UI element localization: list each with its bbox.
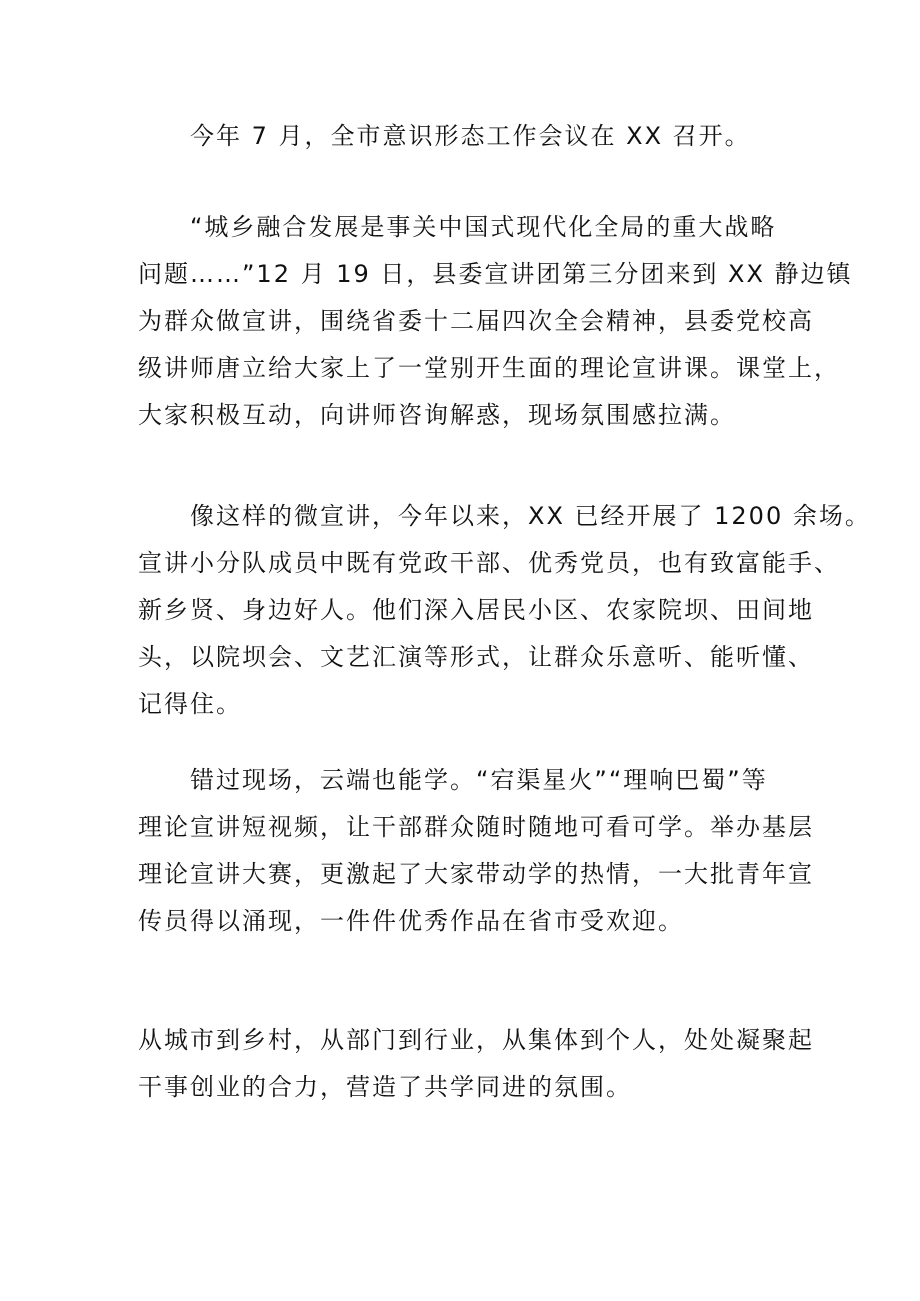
paragraph-micro-lectures xyxy=(138,493,871,728)
text-line: 传员得以涌现，一件件优秀作品在省市受欢迎。 xyxy=(138,907,684,935)
text-line: 像这样的微宣讲，今年以来，XX 已经开展了 1200 余场。 xyxy=(190,502,871,530)
text-line: 理论宣讲短视频，让干部群众随时随地可看可学。举办基层 xyxy=(138,813,814,841)
text-line: 级讲师唐立给大家上了一堂别开生面的理论宣讲课。课堂上， xyxy=(138,354,840,382)
text-line: 错过现场，云端也能学。“宕渠星火”“理响巴蜀”等 xyxy=(190,766,768,794)
text-line: 理论宣讲大赛，更激起了大家带动学的热情，一大批青年宣 xyxy=(138,860,814,888)
text-line: 记得住。 xyxy=(138,690,242,718)
text-line: 为群众做宣讲，围绕省委十二届四次全会精神，县委党校高 xyxy=(138,307,814,335)
paragraph-lecture xyxy=(138,204,853,439)
text-line: 今年 7 月，全市意识形态工作会议在 XX 召开。 xyxy=(190,122,751,150)
text-line: 宣讲小分队成员中既有党政干部、优秀党员，也有致富能手、 xyxy=(138,549,840,577)
paragraph-conclusion xyxy=(138,1017,814,1111)
text-line: 问题……”12 月 19 日，县委宣讲团第三分团来到 XX 静边镇 xyxy=(138,260,853,288)
text-line: “城乡融合发展是事关中国式现代化全局的重大战略 xyxy=(190,213,777,241)
text-line: 大家积极互动，向讲师咨询解惑，现场氛围感拉满。 xyxy=(138,401,736,429)
paragraph-online-learning xyxy=(138,757,814,945)
text-line: 从城市到乡村，从部门到行业，从集体到个人，处处凝聚起 xyxy=(138,1026,814,1054)
text-line: 新乡贤、身边好人。他们深入居民小区、农家院坝、田间地 xyxy=(138,596,814,624)
text-line: 头，以院坝会、文艺汇演等形式，让群众乐意听、能听懂、 xyxy=(138,643,814,671)
paragraph-meeting xyxy=(138,113,793,160)
text-line: 干事创业的合力，营造了共学同进的氛围。 xyxy=(138,1073,632,1101)
